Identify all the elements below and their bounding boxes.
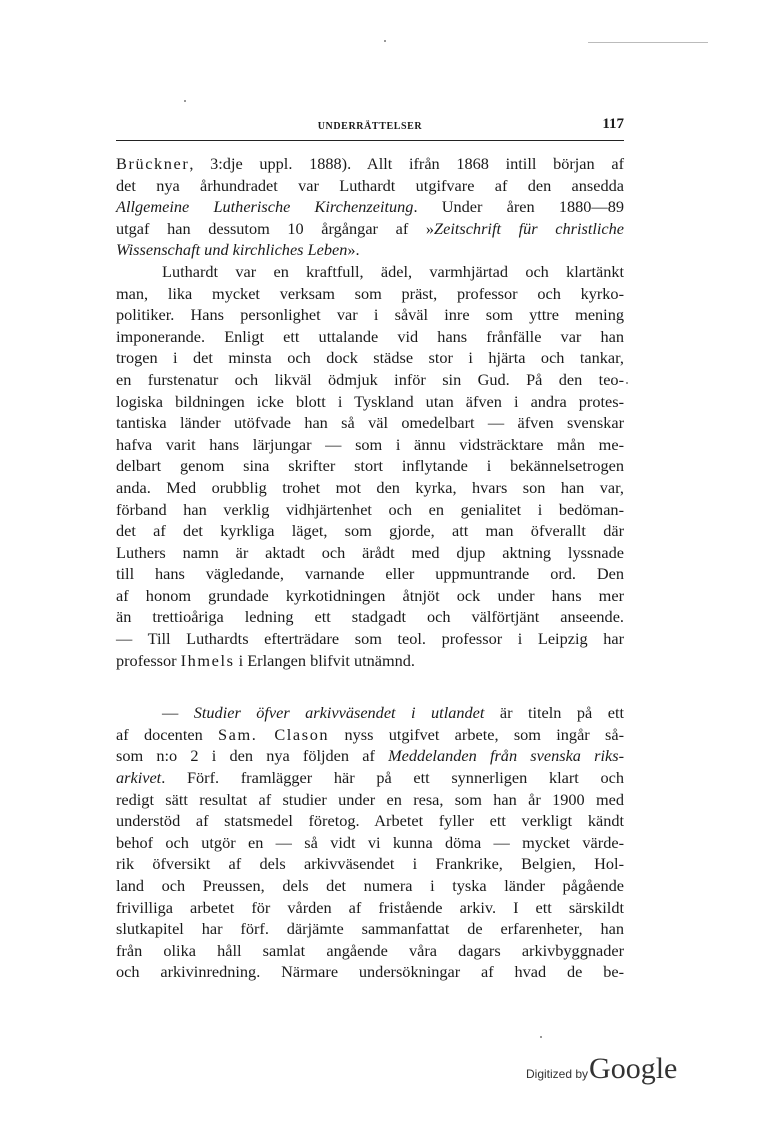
text-line: Luthers namn är aktadt och ärådt med djup aktning lyssnade <box>116 542 624 562</box>
text-line: tantiska länder utöfvade han så väl omedelbart — äfven svenskar <box>116 413 624 433</box>
text-line <box>116 724 624 746</box>
text-fragment: . Under åren 1880—89 <box>413 197 624 217</box>
text-line: logiska bildningen icke blott i Tyskland utan äfven i andra protes- <box>116 391 624 411</box>
body-text <box>116 153 624 983</box>
text-line <box>116 153 624 175</box>
running-head: UNDERRÄTTELSER <box>317 121 423 132</box>
text-line: man, lika mycket verksam som präst, professor och kyrko- <box>116 283 624 303</box>
text-fragment: utgaf han dessutom 10 årgångar af » <box>116 218 435 238</box>
text-line <box>116 196 624 218</box>
series-title: Meddelanden från svenska riks- <box>388 746 625 766</box>
text-line: redigt sätt resultat af studier under en resa, som han år 1900 med <box>116 789 624 809</box>
text-line: politiker. Hans personlighet var i såväl inre som yttre mening <box>116 305 624 325</box>
text-line: till hans vägledande, varnande eller uppmuntrande ord. Den <box>116 564 624 584</box>
text-line: förband han verklig vidhjärtenhet och en genialitet i bedöman- <box>116 499 624 519</box>
text-line: — Till Luthardts efterträdare som teol. professor i Leipzig har <box>116 629 624 649</box>
text-fragment: är titeln på ett <box>484 703 624 723</box>
text-line <box>116 745 624 767</box>
text-line <box>116 702 624 724</box>
text-line: det nya århundradet var Luthardt utgifvare af den ansedda <box>116 175 624 195</box>
series-title: arkivet <box>116 768 162 788</box>
text-fragment: ». <box>347 240 360 260</box>
text-fragment: af docenten <box>116 724 219 744</box>
person-name: Ihmels <box>180 650 235 670</box>
text-line: slutkapitel har förf. därjämte sammanfattat de erfarenheter, han <box>116 919 624 939</box>
scan-speck <box>384 40 386 42</box>
page-number: 117 <box>602 116 624 132</box>
text-line: en furstenatur och likväl ödmjuk inför sin Gud. På den teo- <box>116 369 624 389</box>
author-name: Brückner <box>116 154 190 173</box>
text-line <box>116 218 624 240</box>
journal-title: Allgemeine Lutherische Kirchenzeitung <box>116 197 414 217</box>
text-fragment: nyss utgifvet arbete, som ingår så- <box>329 724 625 744</box>
text-line: imponerande. Enligt ett uttalande vid hans frånfälle var han <box>116 326 624 346</box>
text-line <box>116 767 624 789</box>
section-gap <box>116 671 624 702</box>
text-line: Luthardt var en kraftfull, ädel, varmhjärtad och klartänkt <box>162 261 624 281</box>
brand-logo: Google <box>589 1052 678 1085</box>
text-fragment: i Erlangen blifvit utnämnd. <box>234 650 415 670</box>
text-line: än trettioåriga ledning ett stadgadt och välförtjänt anseende. <box>116 607 624 627</box>
scan-speck <box>184 100 186 102</box>
text-line: från olika håll samlat angående våra dagars arkivbyggnader <box>116 940 624 960</box>
scan-artifact-line <box>588 42 708 43</box>
text-fragment: , 3:dje uppl. 1888). Allt ifrån 1868 intill början af <box>189 154 624 173</box>
text-line: frivilliga arbetet för vården af fristående arkiv. I ett särskildt <box>116 897 624 917</box>
scan-speck <box>626 382 628 384</box>
text-fragment: som n:o 2 i den nya följden af <box>116 746 389 766</box>
person-name: Sam. Clason <box>218 724 330 744</box>
scan-speck <box>540 1036 542 1038</box>
text-line <box>116 650 624 672</box>
text-line: rik öfversikt af dels arkivväsendet i Frankrike, Belgien, Hol- <box>116 854 624 874</box>
text-fragment: — <box>162 703 194 723</box>
journal-title: Zeitschrift für christliche <box>434 218 624 238</box>
text-line <box>116 239 624 261</box>
text-line: af honom grundade kyrkotidningen åtnjöt ock under hans mer <box>116 585 624 605</box>
text-line: trogen i det minsta och dock städse stor i hjärta och tankar, <box>116 348 624 368</box>
text-fragment: professor <box>116 650 181 670</box>
text-line: land och Preussen, dels det numera i tyska länder pågående <box>116 876 624 895</box>
text-line: behof och utgör en — så vidt vi kunna döma — mycket värde- <box>116 832 624 852</box>
text-line: understöd af statsmedel företog. Arbetet fyller ett verkligt kändt <box>116 811 624 831</box>
digitized-watermark <box>526 1052 686 1092</box>
book-title: Studier öfver arkivväsendet i utlandet <box>193 703 485 723</box>
text-line: anda. Med orubblig trohet mot den kyrka, hvars son han var, <box>116 477 624 497</box>
text-line: och arkivinredning. Närmare undersökningar af hvad de be- <box>116 962 624 982</box>
journal-title: Wissenschaft und kirchliches Leben <box>116 240 348 260</box>
text-line: hafva varit hans lärjungar — som i ännu vidsträcktare mån me- <box>116 434 624 454</box>
text-line: det af det kyrkliga läget, som gjorde, att man öfverallt där <box>116 521 624 541</box>
text-line: delbart genom sina skrifter stort inflytande i bekännelsetrogen <box>116 456 624 476</box>
page-header <box>116 114 624 141</box>
digitized-label: Digitized by <box>526 1067 589 1081</box>
text-fragment: . Förf. framlägger här på ett synnerligen klart och <box>161 768 624 788</box>
